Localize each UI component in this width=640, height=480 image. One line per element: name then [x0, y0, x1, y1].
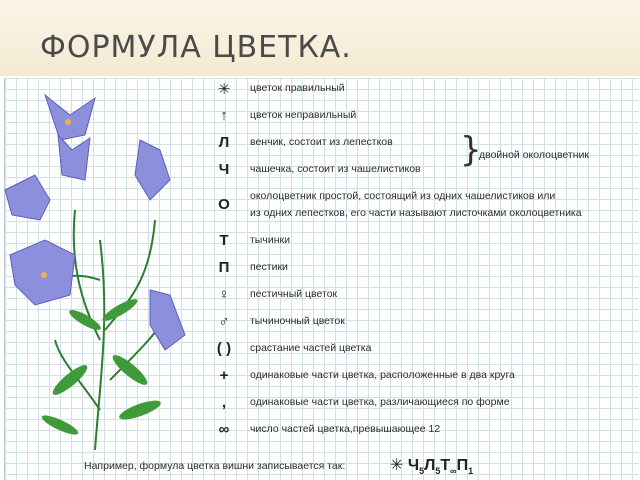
legend-text: срастание частей цветка [250, 342, 372, 354]
legend-text: пестики [250, 261, 288, 273]
perianth-symbol: О [218, 196, 230, 213]
legend-text: пестичный цветок [250, 288, 338, 300]
formula-part: $П_1$ [456, 457, 474, 477]
formula-part: $Т_\infty$ [440, 457, 457, 477]
formula-part: $Ч_5$ [407, 457, 425, 477]
pistils-symbol: П [218, 259, 230, 276]
comma-symbol: , [221, 394, 227, 411]
stamens-symbol: Т [219, 232, 229, 249]
fusion-symbol: ( ) [216, 340, 232, 357]
infinity-symbol: ∞ [218, 421, 230, 438]
calyx-symbol: Ч [218, 161, 230, 178]
example-text: Например, формула цветка вишни записывается так: [84, 460, 346, 472]
title-bar [0, 0, 640, 76]
legend-text: из одних лепестков, его части называют листочками околоцветника [250, 207, 582, 219]
regular-flower-symbol: ✳ [390, 457, 404, 474]
legend-text: тычиночный цветок [250, 315, 345, 327]
bellflower-illustration [0, 80, 210, 455]
irregular-flower-symbol: ↑ [220, 107, 228, 124]
page-title: ФОРМУЛА ЦВЕТКА. [40, 30, 352, 65]
legend-text: цветок неправильный [250, 109, 357, 121]
formula-part: $Л_5$ [424, 457, 441, 477]
female-symbol: ♀ [218, 286, 230, 303]
legend-text: число частей цветка,превышающее 12 [250, 423, 441, 435]
brace-label: двойной околоцветник [479, 149, 589, 161]
legend-text: одинаковые части цветка, расположенные в два круга [250, 369, 515, 381]
male-symbol: ♂ [218, 313, 230, 330]
regular-flower-symbol: ✳ [217, 81, 231, 98]
legend-text: венчик, состоит из лепестков [250, 136, 393, 148]
plus-symbol: + [219, 367, 229, 384]
legend-text: цветок правильный [250, 82, 345, 94]
example-formula [390, 455, 473, 476]
corolla-symbol: Л [218, 134, 230, 151]
legend-text: околоцветник простой, состоящий из одних чашелистиков или [250, 190, 556, 202]
brace-icon: } [460, 130, 482, 170]
legend-text: тычинки [250, 234, 290, 246]
legend-text: одинаковые части цветка, различающиеся по форме [250, 396, 510, 408]
legend-text: чашечка, состоит из чашелистиков [250, 163, 421, 175]
